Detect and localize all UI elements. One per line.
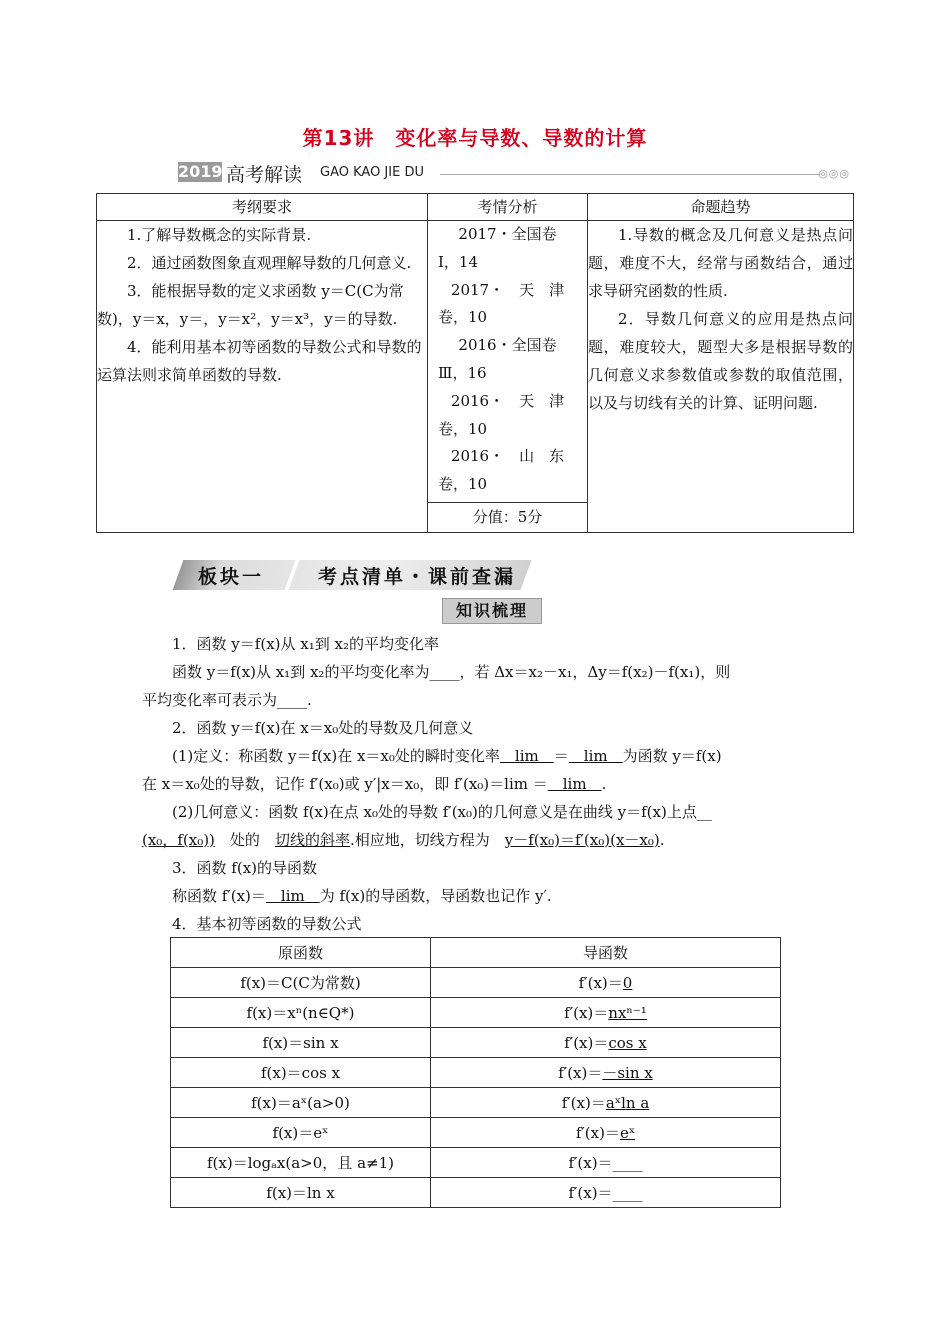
trend-cell [588, 221, 854, 533]
table-row [171, 1058, 781, 1088]
definition-line [142, 742, 822, 770]
definition-line [142, 770, 822, 798]
answer-blank: lim [499, 747, 554, 765]
answer-blank: (x₀，f(x₀)) [142, 831, 215, 849]
header-trend: 命题趋势 [588, 194, 854, 221]
original-fn: f(x)＝cos x [171, 1058, 431, 1088]
derivative-fn [431, 1148, 781, 1178]
answer-blank: 0 [622, 974, 633, 992]
original-fn: f(x)＝aˣ(a>0) [171, 1088, 431, 1118]
trend-item: 2．导数几何意义的应用是热点问题，难度较大，题型大多是根据导数的几何意义求参数值或参数的取值范围，以及与切线有关的计算、证明问题. [588, 310, 853, 412]
text-span: . [659, 831, 665, 849]
analysis-line: 2016・全国卷 [458, 336, 557, 355]
section-header [178, 560, 526, 590]
original-fn: f(x)＝xⁿ(n∈Q*) [171, 998, 431, 1028]
answer-blank: aˣln a [605, 1094, 650, 1112]
original-fn: f(x)＝logₐx(a>0，且 a≠1) [171, 1148, 431, 1178]
text-span: f′(x)＝ [568, 1154, 613, 1172]
analysis-line: Ⅲ，16 [438, 363, 487, 382]
header-analysis: 考情分析 [428, 194, 588, 221]
text-span: .相应地，切线方程为 [349, 831, 490, 849]
derivative-fn [431, 998, 781, 1028]
answer-blank: 切线的斜率 [274, 831, 350, 849]
header-original: 原函数 [171, 938, 431, 968]
requirement-item: 2．通过函数图象直观理解导数的几何意义. [127, 254, 412, 272]
answer-blank: lim [547, 775, 602, 793]
text-span: f′(x)＝ [578, 974, 623, 992]
geometry-line [142, 826, 822, 854]
analysis-line: 2016・ 山 东 [450, 447, 565, 466]
derivative-fn [431, 1058, 781, 1088]
banner-rule [440, 174, 820, 175]
table-row [171, 998, 781, 1028]
banner-pinyin: GAO KAO JIE DU [320, 165, 424, 180]
table-row [171, 1178, 781, 1208]
text-span: f′(x)＝ [558, 1064, 603, 1082]
text-span: 称函数 f′(x)＝ [172, 887, 266, 905]
text-span: ＝ [553, 747, 569, 765]
table-row [171, 1118, 781, 1148]
trend-item: 1.导数的概念及几何意义是热点问题，难度不大，经常与函数结合，通过求导研究函数的性质. [588, 226, 853, 300]
text-line: 平均变化率可表示为____. [142, 691, 312, 709]
answer-blank: y－f(x₀)＝f′(x₀)(x－x₀) [504, 831, 660, 849]
text-span: 处的 [229, 831, 260, 849]
table-row [171, 968, 781, 998]
banner-dots: ◎◎◎ [818, 167, 850, 180]
answer-blank: ____ [612, 1184, 643, 1202]
section-subtitle: 考点清单・课前查漏 [318, 566, 517, 588]
text-span: . [601, 775, 607, 793]
banner-title: 高考解读 [226, 164, 303, 186]
requirement-item: 3．能根据导数的定义求函数 y＝C(C为常数)，y＝x，y＝，y＝x²，y＝x³，y＝的导数. [97, 282, 404, 328]
answer-blank: lim [568, 747, 623, 765]
analysis-line: Ⅰ，14 [438, 252, 479, 271]
analysis-line: 卷，10 [438, 475, 488, 494]
header-derivative: 导函数 [431, 938, 781, 968]
text-span: 在 x＝x₀处的导数，记作 f′(x₀)或 y′|x＝x₀，即 f′(x₀)＝lim ＝ [142, 775, 548, 793]
heading-derivative: 2．函数 y＝f(x)在 x＝x₀处的导数及几何意义 [172, 719, 474, 737]
text-span: f′(x)＝ [564, 1034, 609, 1052]
requirement-item: 4．能利用基本初等函数的导数公式和导数的运算法则求简单函数的导数. [97, 338, 422, 384]
text-span: (1)定义：称函数 y＝f(x)在 x＝x₀处的瞬时变化率 [172, 747, 500, 765]
text-span: f′(x)＝ [575, 1124, 620, 1142]
text-line [142, 882, 822, 910]
original-fn: f(x)＝ln x [171, 1178, 431, 1208]
original-fn: f(x)＝sin x [171, 1028, 431, 1058]
text-span: 为 f(x)的导函数，导函数也记作 y′. [319, 887, 552, 905]
text-span: f′(x)＝ [561, 1094, 606, 1112]
section-label: 板块一 [198, 566, 265, 588]
page-title: 第13讲 变化率与导数、导数的计算 [302, 126, 648, 150]
answer-blank: lim [265, 887, 320, 905]
heading-avg-rate: 1．函数 y＝f(x)从 x₁到 x₂的平均变化率 [172, 635, 439, 653]
exam-analysis-table [96, 193, 854, 533]
derivative-fn [431, 1118, 781, 1148]
text-span: f′(x)＝ [568, 1184, 613, 1202]
derivative-fn [431, 1088, 781, 1118]
derivative-fn [431, 1178, 781, 1208]
table-row [171, 1028, 781, 1058]
score-line: 分值：5分 [428, 502, 587, 532]
table-row [171, 1088, 781, 1118]
original-fn: f(x)＝eˣ [171, 1118, 431, 1148]
exam-banner [178, 160, 850, 184]
analysis-line: 2016・ 天 津 [450, 391, 565, 410]
knowledge-content [142, 630, 822, 938]
table-row [171, 1148, 781, 1178]
analysis-line: 2017・ 天 津 [450, 280, 565, 299]
text-span: f′(x)＝ [564, 1004, 609, 1022]
analysis-line: 卷，10 [438, 419, 488, 438]
analysis-cell [428, 221, 588, 533]
answer-blank: nxⁿ⁻¹ [608, 1004, 647, 1022]
geometry-line: (2)几何意义：函数 f(x)在点 x₀处的导数 f′(x₀)的几何意义是在曲线 y＝f(x)上点__ [172, 803, 712, 821]
answer-blank: －sin x [602, 1064, 653, 1082]
knowledge-tag: 知识梳理 [442, 598, 542, 624]
header-requirements: 考纲要求 [97, 194, 428, 221]
answer-blank: cos x [608, 1034, 647, 1052]
answer-blank: eˣ [619, 1124, 636, 1142]
requirements-cell [97, 221, 428, 533]
requirement-item: 1.了解导数概念的实际背景. [127, 226, 312, 244]
analysis-line: 卷，10 [438, 308, 488, 327]
text-line: 函数 y＝f(x)从 x₁到 x₂的平均变化率为____，若 Δx＝x₂－x₁，Δy＝f(x₂)－f(x₁)，则 [172, 663, 731, 681]
derivative-formula-table [170, 937, 781, 1208]
original-fn: f(x)＝C(C为常数) [171, 968, 431, 998]
banner-year: 2019 [178, 162, 223, 181]
derivative-fn [431, 968, 781, 998]
answer-blank: ____ [612, 1154, 643, 1172]
text-span: 为函数 y＝f(x) [622, 747, 722, 765]
analysis-line: 2017・全国卷 [458, 225, 557, 243]
heading-derived-function: 3．函数 f(x)的导函数 [172, 859, 318, 877]
heading-formulas: 4．基本初等函数的导数公式 [172, 915, 362, 933]
derivative-fn [431, 1028, 781, 1058]
